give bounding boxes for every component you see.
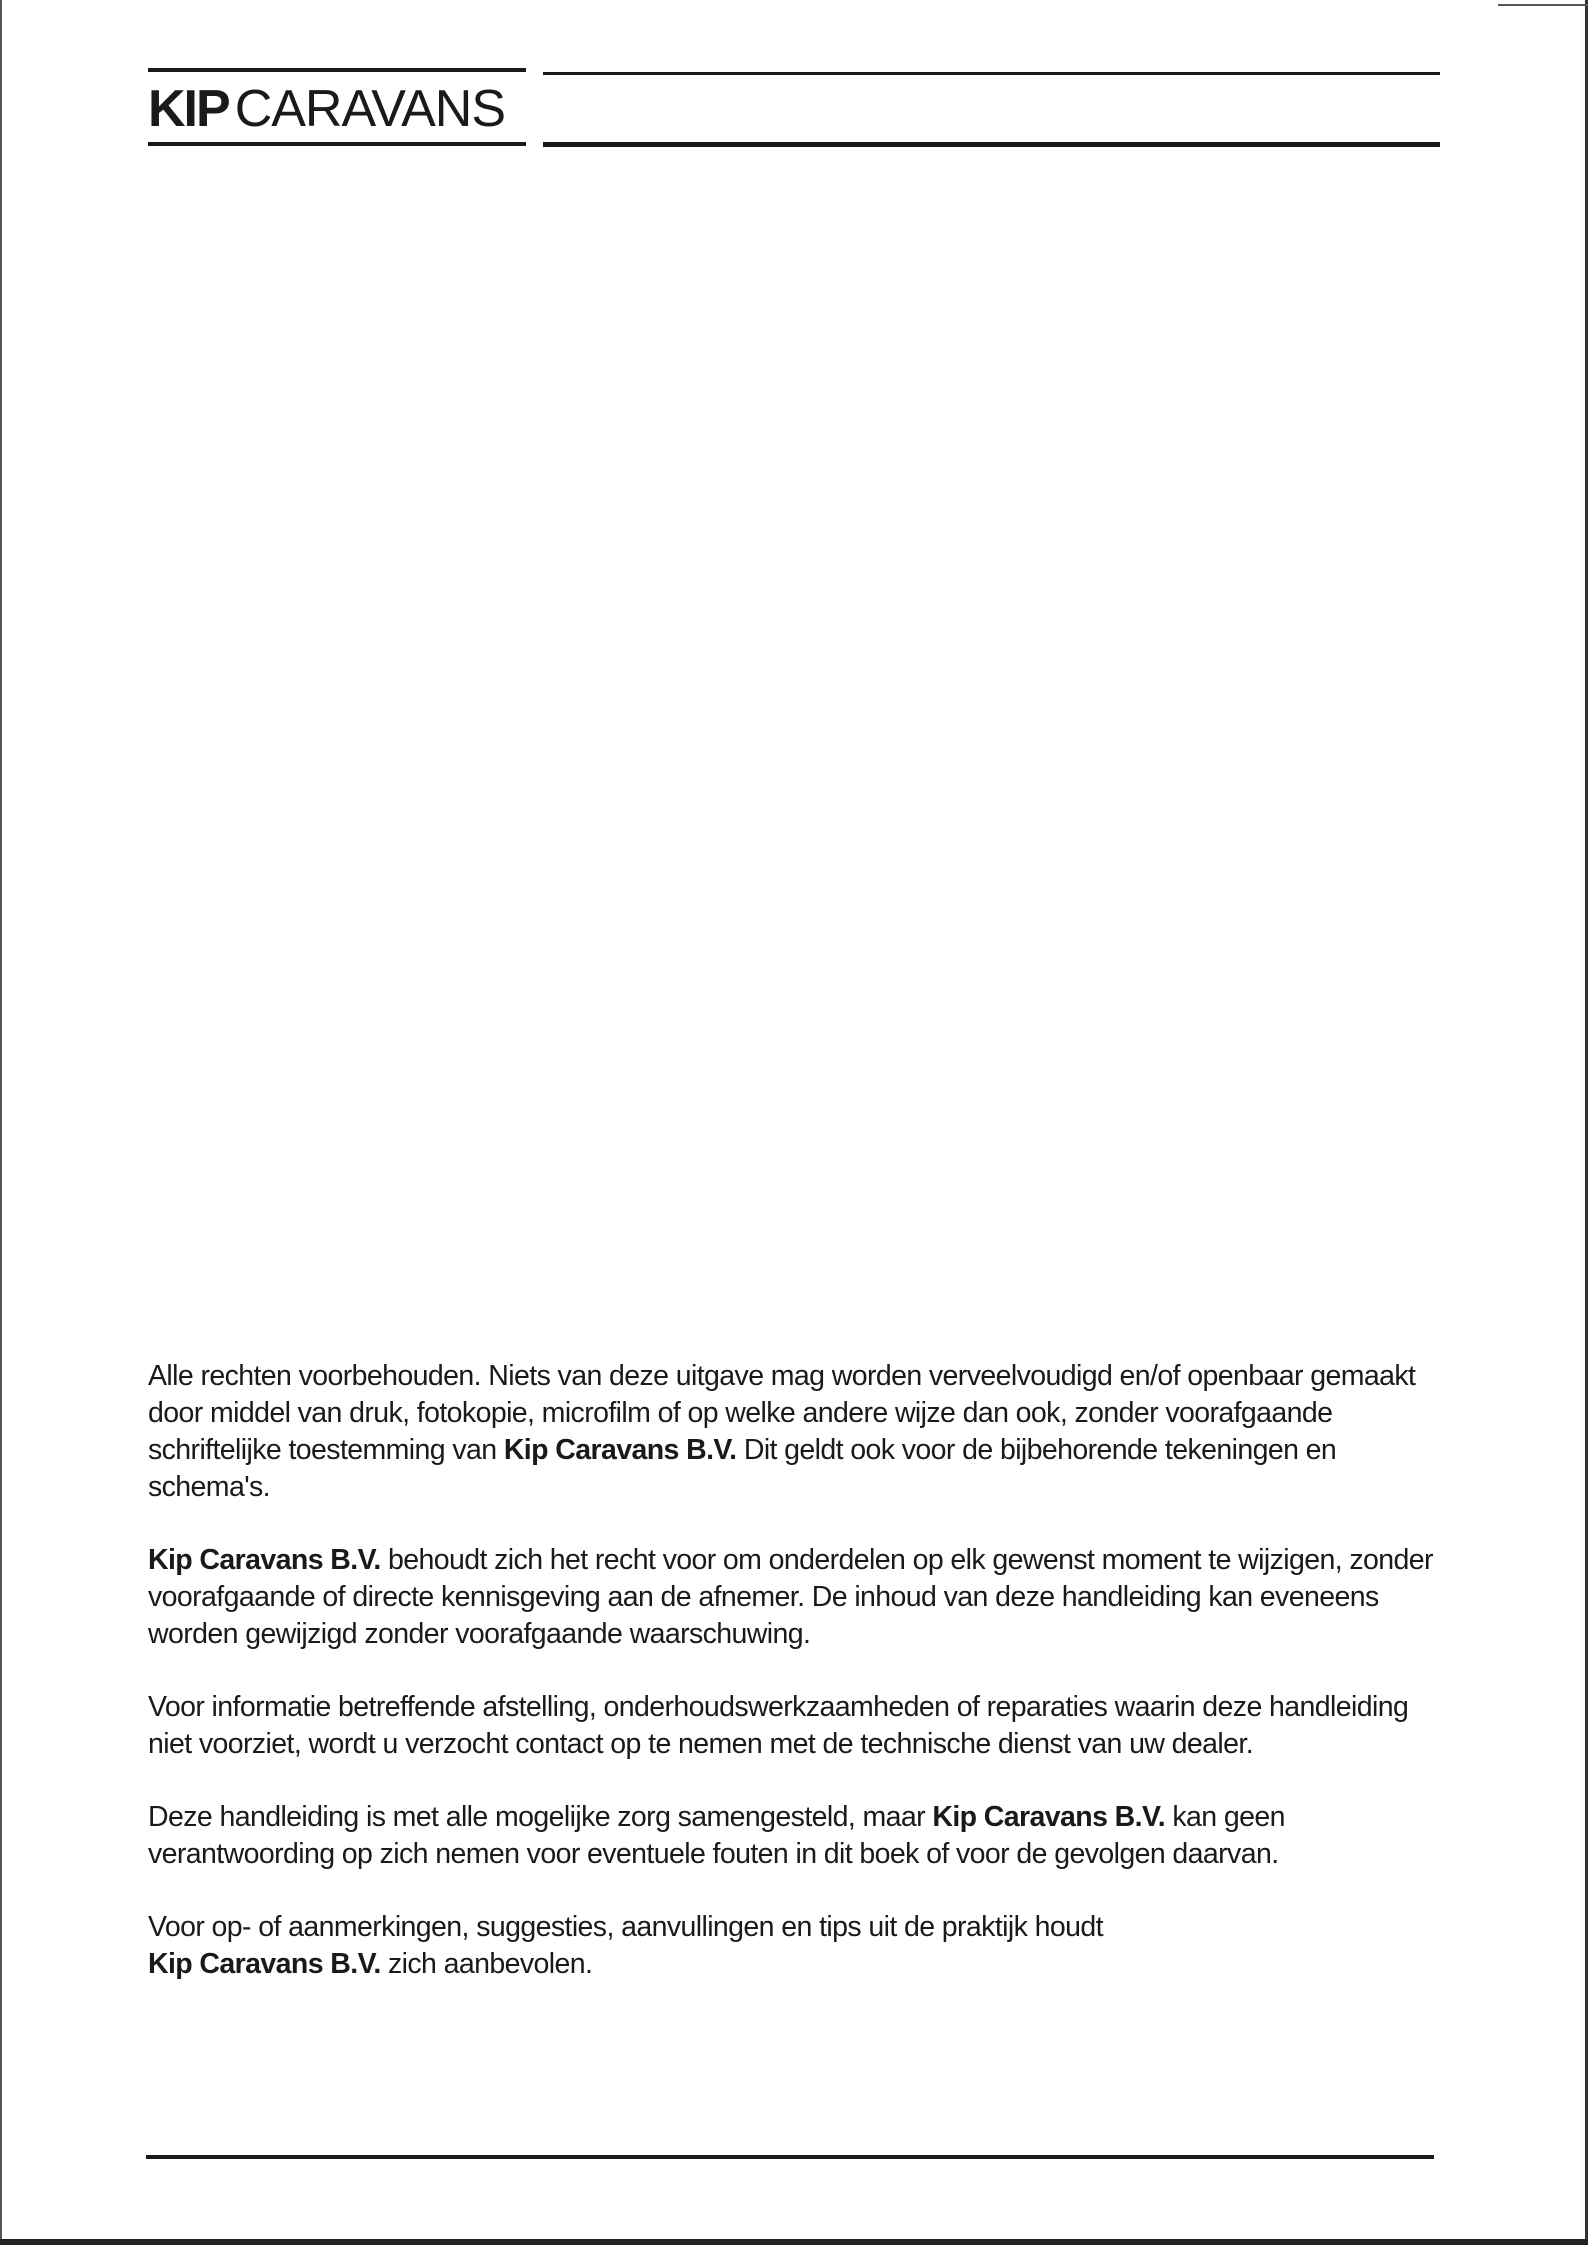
paragraph-text: Dit geldt ook voor de bijbehorende tekeningen en schema's. <box>148 1434 1337 1503</box>
paragraph-feedback <box>148 1909 1448 1983</box>
company-name: Kip Caravans B.V. <box>503 1434 737 1466</box>
scan-edge-left <box>0 0 2 2245</box>
paragraph-text: Deze handleiding is met alle mogelijke zorg samengesteld, maar <box>148 1801 933 1833</box>
paragraph-copyright <box>148 1358 1448 1506</box>
brand-rule-top <box>148 68 526 72</box>
company-name: Kip Caravans B.V. <box>148 1948 381 1980</box>
scan-edge-bottom <box>0 2239 1588 2245</box>
brand-wordmark <box>148 78 505 140</box>
header-rule-top <box>543 72 1440 75</box>
disclaimer-text <box>148 1358 1448 2019</box>
paragraph-text: Voor informatie betreffende afstelling, onderhoudswerkzaamheden of reparaties waarin deze handleiding niet voorziet, wordt u verzocht contact op te nemen met de technische dienst van uw dealer. <box>148 1691 1409 1760</box>
paragraph-text: kan geen verantwoording op zich nemen voor eventuele fouten in dit boek of voor de gevolgen daarvan. <box>148 1801 1285 1870</box>
footer-rule <box>146 2155 1434 2159</box>
brand-logo <box>148 66 526 152</box>
paragraph-text: Alle rechten voorbehouden. Niets van deze uitgave mag worden verveelvoudigd en/of openbaar gemaakt door middel van druk, fotokopie, microfilm of op welke andere wijze dan ook, zonder voorafgaande schriftelijke toestemming van <box>148 1360 1416 1466</box>
scan-corner-line <box>1498 4 1588 6</box>
brand-name-bold: KIP <box>148 80 229 138</box>
company-name: Kip Caravans B.V. <box>148 1544 381 1576</box>
paragraph-service <box>148 1689 1448 1763</box>
brand-rule-bottom <box>148 142 526 146</box>
paragraph-text: behoudt zich het recht voor om onderdelen op elk gewenst moment te wijzigen, zonder voorafgaande of directe kennisgeving aan de afnemer. De inhoud van deze handleiding kan eveneens worden gewijzigd zonder voorafgaande waarschuwing. <box>148 1544 1433 1650</box>
brand-name-light: CARAVANS <box>234 80 506 138</box>
paragraph-text: zich aanbevolen. <box>380 1948 593 1980</box>
paragraph-text: Voor op- of aanmerkingen, suggesties, aanvullingen en tips uit de praktijk houdt <box>148 1911 1103 1943</box>
page-header <box>148 66 1440 152</box>
header-rule-bottom <box>543 142 1440 147</box>
paragraph-changes <box>148 1542 1448 1653</box>
paragraph-liability <box>148 1799 1448 1873</box>
company-name: Kip Caravans B.V. <box>932 1801 1166 1833</box>
